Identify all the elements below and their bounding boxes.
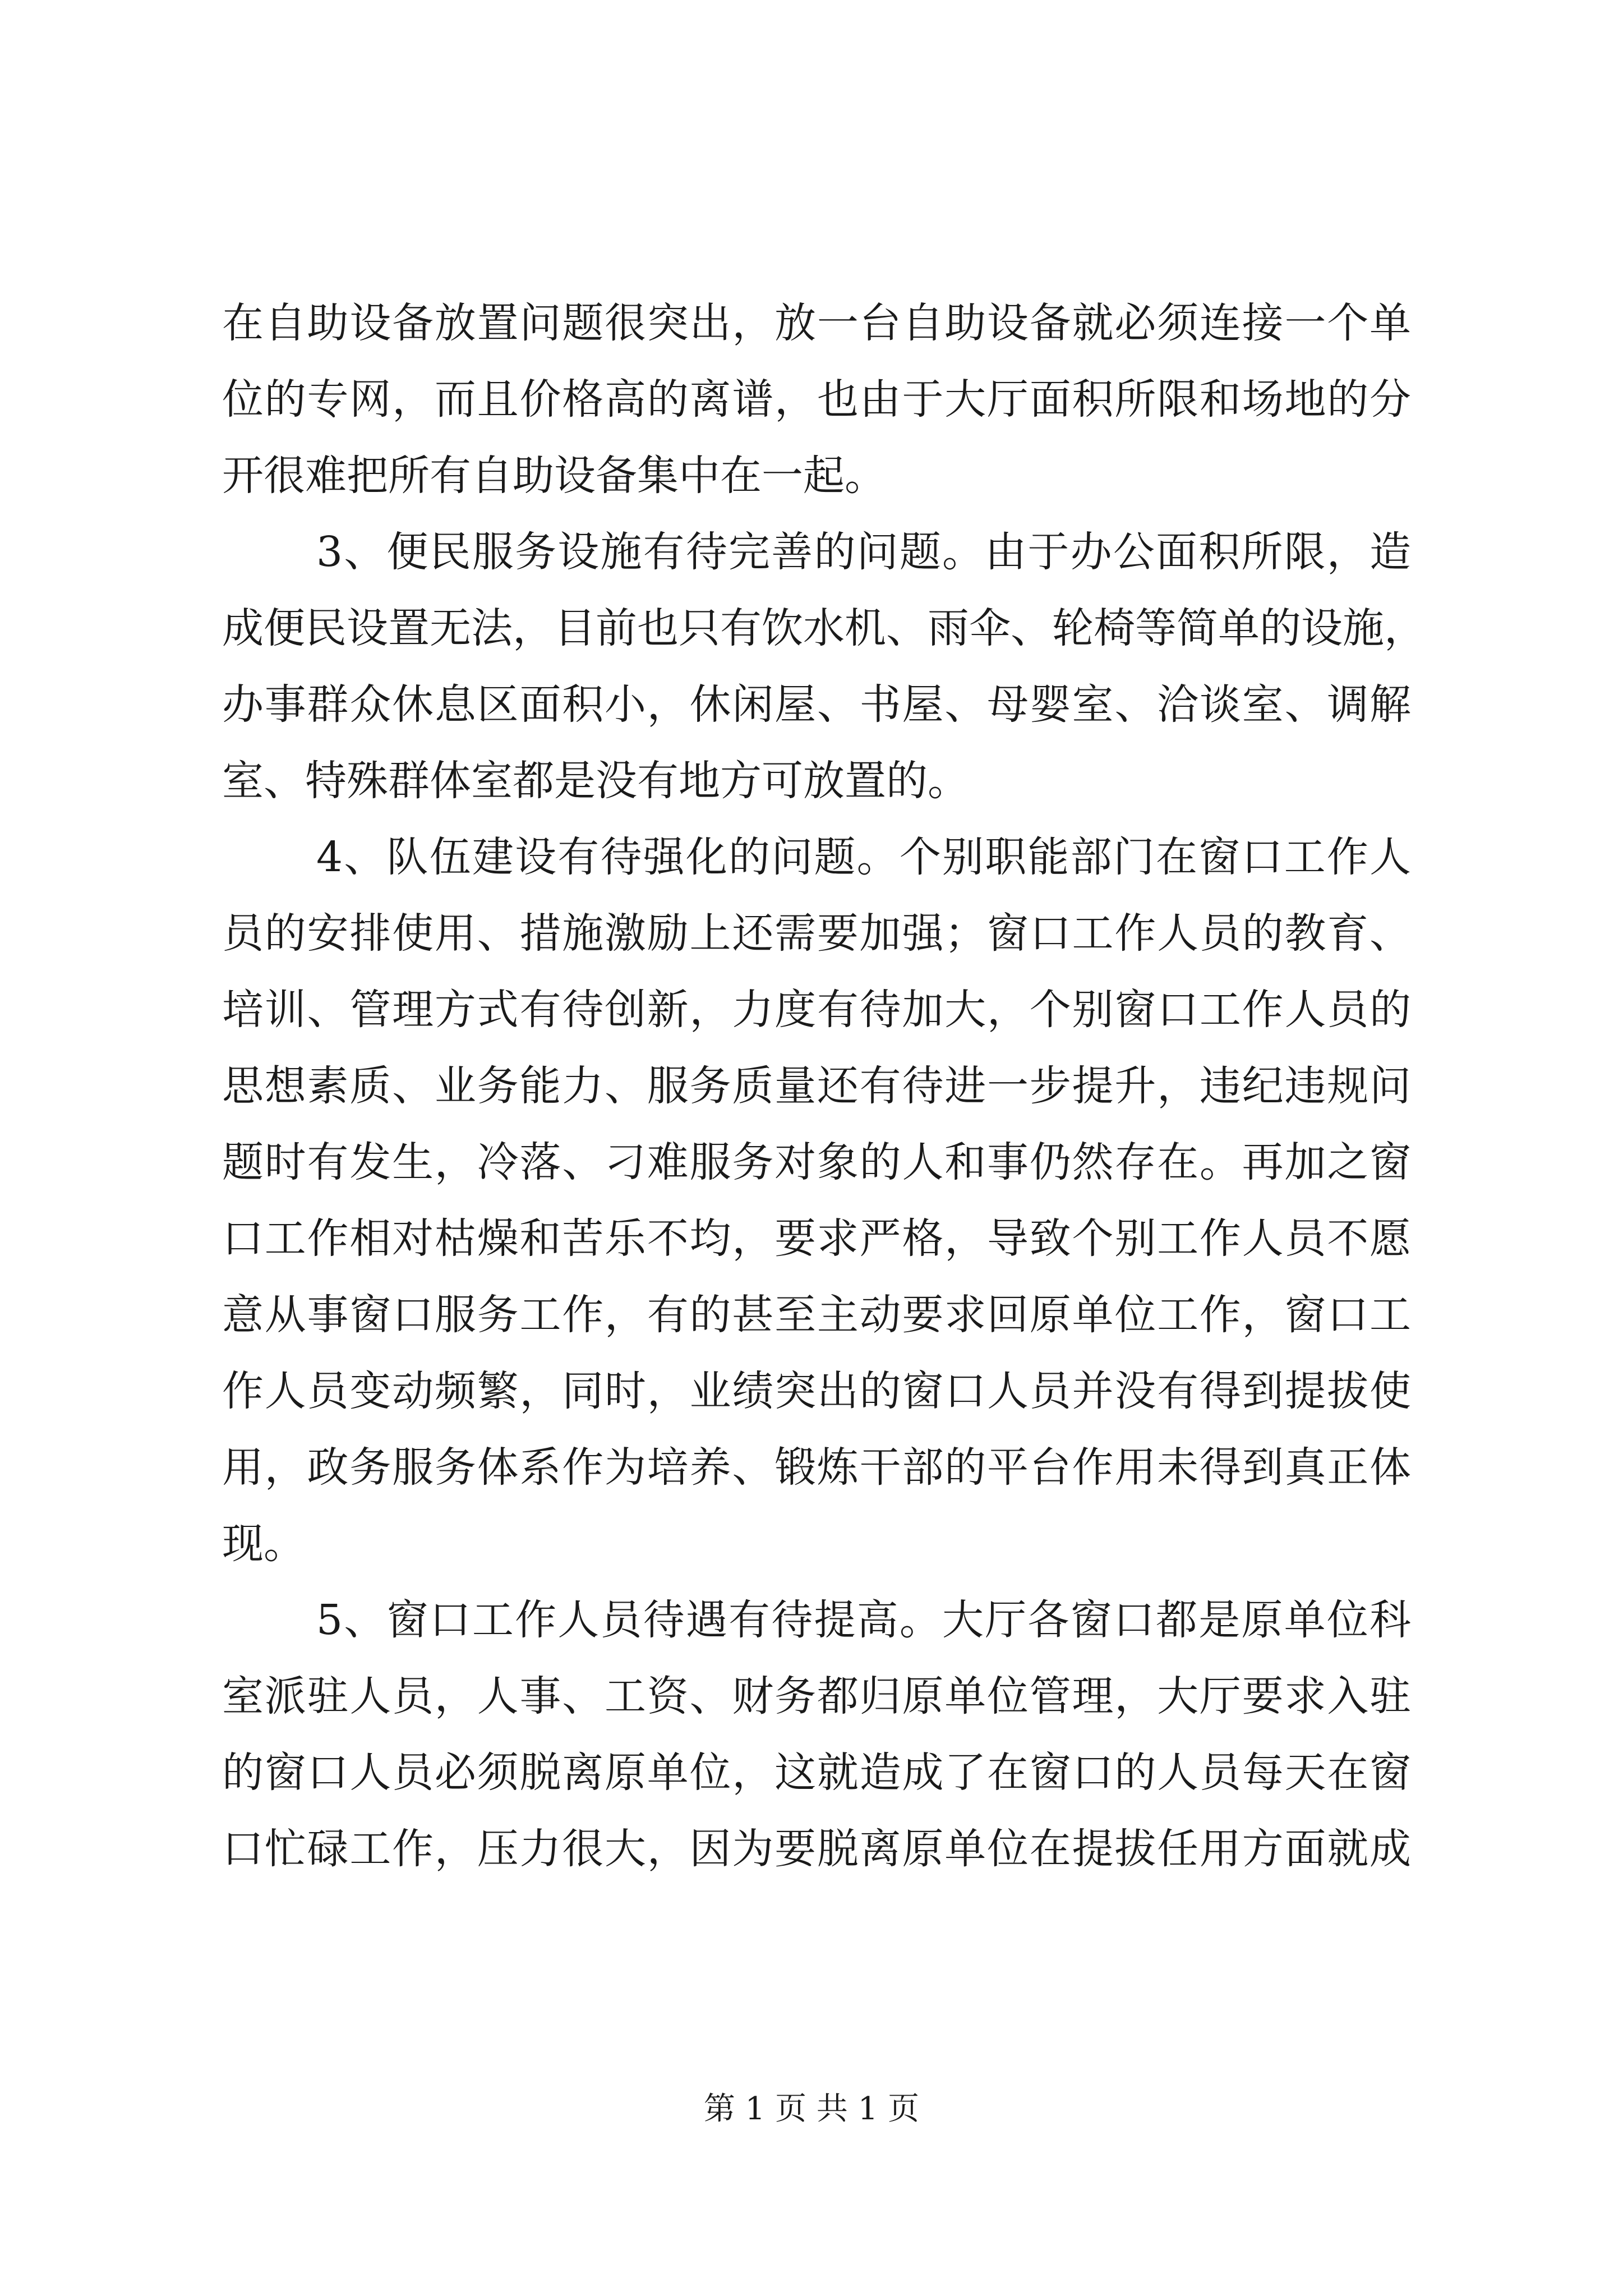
text-line: 位的专网，而且价格高的离谱，也由于大厅面积所限和场地的分 xyxy=(222,375,1411,424)
text-line: 成便民设置无法，目前也只有饮水机、雨伞、轮椅等简单的设施， xyxy=(222,604,1426,652)
text-line: 在自助设备放置问题很突出，放一台自助设备就必须连接一个单 xyxy=(222,299,1411,347)
text-line: 的窗口人员必须脱离原单位，这就造成了在窗口的人员每天在窗 xyxy=(222,1749,1411,1797)
page-number: 第 1 页 共 1 页 xyxy=(703,2091,920,2127)
text-line: 员的安排使用、措施激励上还需要加强；窗口工作人员的教育、 xyxy=(222,909,1411,958)
document-body xyxy=(222,285,1426,1887)
text-line: 培训、管理方式有待创新，力度有待加大，个别窗口工作人员的 xyxy=(222,986,1411,1034)
text-line: 思想素质、业务能力、服务质量还有待进一步提升，违纪违规问 xyxy=(222,1062,1411,1110)
text-line: 室、特殊群体室都是没有地方可放置的。 xyxy=(222,757,969,805)
paragraph-5-first-line: 5、窗口工作人员待遇有待提高。大厅各窗口都是原单位科 xyxy=(316,1596,1411,1644)
paragraph-3-first-line: 3、便民服务设施有待完善的问题。由于办公面积所限，造 xyxy=(316,528,1411,576)
text-line: 用，政务服务体系作为培养、锻炼干部的平台作用未得到真正体 xyxy=(222,1443,1411,1492)
text-line: 口工作相对枯燥和苦乐不均，要求严格，导致个别工作人员不愿 xyxy=(222,1214,1411,1263)
text-line: 意从事窗口服务工作，有的甚至主动要求回原单位工作，窗口工 xyxy=(222,1291,1411,1339)
text-line: 作人员变动频繁，同时，业绩突出的窗口人员并没有得到提拔使 xyxy=(222,1367,1411,1415)
text-line: 办事群众休息区面积小，休闲屋、书屋、母婴室、洽谈室、调解 xyxy=(222,680,1411,729)
paragraph-4-first-line: 4、队伍建设有待强化的问题。个别职能部门在窗口工作人 xyxy=(316,833,1411,881)
text-line: 室派驻人员，人事、工资、财务都归原单位管理，大厅要求入驻 xyxy=(222,1672,1411,1720)
text-line: 开很难把所有自助设备集中在一起。 xyxy=(222,452,886,500)
text-line: 口忙碌工作，压力很大，因为要脱离原单位在提拔任用方面就成 xyxy=(222,1825,1411,1873)
page-footer xyxy=(0,2087,1623,2132)
text-line: 题时有发生，冷落、刁难服务对象的人和事仍然存在。再加之窗 xyxy=(222,1138,1411,1186)
text-line: 现。 xyxy=(222,1520,305,1568)
